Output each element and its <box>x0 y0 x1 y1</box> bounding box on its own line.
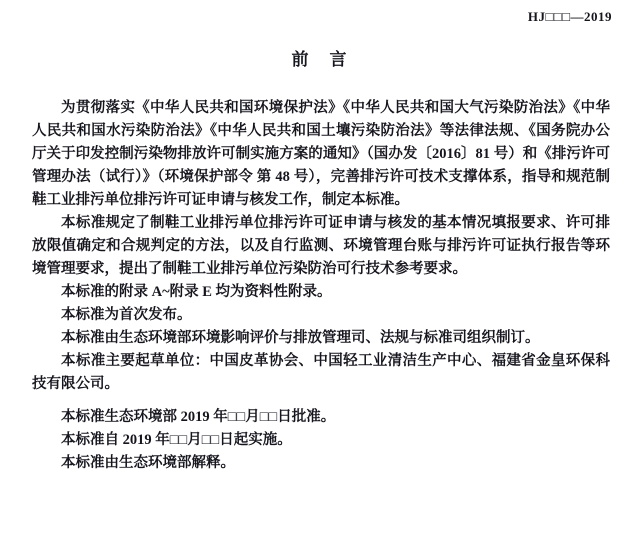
paragraph-interpretation: 本标准由生态环境部解释。 <box>61 455 235 471</box>
paragraph-implementation-date: 本标准自 2019 年□□月□□日起实施。 <box>61 432 292 448</box>
paragraph-organizer: 本标准由生态环境部环境影响评价与排放管理司、法规与标准司组织制订。 <box>61 330 540 346</box>
paragraph-appendix: 本标准的附录 A~附录 E 均为资料性附录。 <box>61 284 332 300</box>
paragraph-drafting-units: 本标准主要起草单位：中国皮革协会、中国轻工业清洁生产中心、福建省金皇环保科技有限公司。 <box>32 353 610 392</box>
document-body <box>0 70 640 475</box>
paragraph-purpose: 为贯彻落实《中华人民共和国环境保护法》《中华人民共和国大气污染防治法》《中华人民共和国水污染防治法》《中华人民共和国土壤污染防治法》等法律法规、《国务院办公厅关于印发控制污染物排放许可制实施方案的通知》（国办发〔2016〕81 号）和《排污许可管理办法（试行）》（环境保护部令 第 48 号），完善排污许可技术支撑体系，指导和规范制鞋工业排污单位排污许可证申请与核发工作，制定本标准。 <box>32 100 610 208</box>
paragraph-first-release: 本标准为首次发布。 <box>61 307 192 323</box>
document-number: HJ□□□—2019 <box>527 9 612 24</box>
paragraph-scope: 本标准规定了制鞋工业排污单位排污许可证申请与核发的基本情况填报要求、许可排放限值确定和合规判定的方法，以及自行监测、环境管理台账与排污许可证执行报告等环境管理要求，提出了制鞋工业排污单位污染防治可行技术参考要求。 <box>32 215 610 277</box>
paragraph-approval-date: 本标准生态环境部 2019 年□□月□□日批准。 <box>61 409 336 425</box>
document-title: 前 言 <box>291 50 349 69</box>
